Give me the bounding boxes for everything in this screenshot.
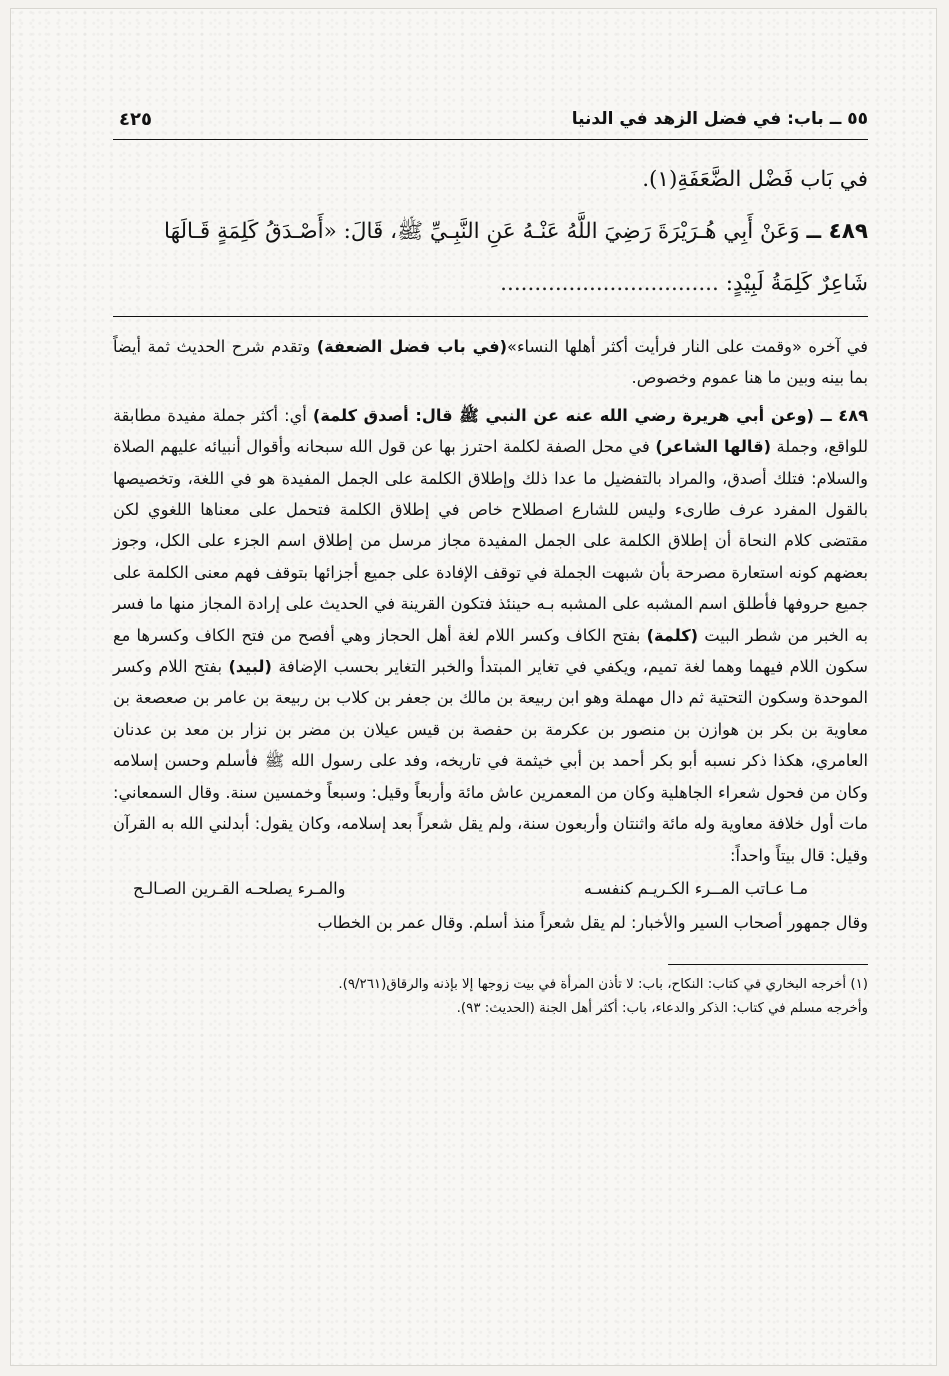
footnote-2: وأخرجه مسلم في كتاب: الذكر والدعاء، باب: أكثر أهل الجنة (الحديث: ٩٣). xyxy=(456,1001,868,1017)
verse-second-hemistich: والمـرء يصلحـه القـرين الصـالـح xyxy=(133,878,346,898)
verse-first-hemistich: مـا عـاتب المــرء الكـريـم كنفسـه xyxy=(583,878,808,898)
section-divider xyxy=(113,316,868,317)
commentary-paragraph-2: ٤٨٩ ــ (وعن أبي هريرة رضي الله عنه عن النبي ﷺ قال: أصدق كلمة) أي: أكثر جملة مفيدة مطابقة للواقع، وجملة (قالها الشاعر) في محل الصفة لكلمة احترز بها عن قول الله سبحانه وأقوال أنبيائه عليهم الصلاة والسلام: فتلك أصدق، والمراد بالتفضيل ما عدا ذلك وإطلاق الكلمة على الجمل المفيدة هو في اللغة، وتخصيصها بالقول المفرد عرف طارىء وليس للشارع اصطلاح خاص في إطلاق الكلمة فتحمل على معناها اللغوي لكن مقتضى كلام النحاة أن إطلاق الكلمة على الجمل المفيدة مجاز مرسل من إطلاق اسم الجزء على الكل، وجوز بعضهم كونه استعارة مصرحة بأن شبهت الجملة في توقف الإفادة على جميع أجزائها بتوقف فهم معنى الكلمة على جميع حروفها فأطلق اسم المشبه على المشبه بـه حينئذ فتكون القرينة في الحديث على إرادة المجاز منها ما فسر به الخبر من شطر البيت (كلمة) بفتح الكاف وكسر اللام لغة أهل الحجاز وهي أفصح من فتح الكاف وكسرها مع سكون اللام فيهما وهما لغة تميم، ويكفي في تغاير المبتدأ والخبر التغاير بحسب الإضافة (لبيد) بفتح اللام وكسر الموحدة وسكون التحتية ثم دال مهملة وهو ابن ربيعة بن مالك بن جعفر بن كلاب بن ربيعة بن عامر بن صعصعة بن معاوية بن بكر بن هوازن بن منصور بن عكرمة بن حفصة بن قيس عيلان بن مضر بن نزار بن معد بن عدنان العامري، هكذا ذكر نسبه أبو بكر أحمد بن أبي خيثمة في تاريخه، وفد على رسول الله ﷺ فأسلم وحسن إسلامه وكان من فحول شعراء الجاهلية وكان من المعمرين عاش مائة وأربعاً وقيل: وسبعاً وخمسين سنة. وقال السمعاني: مات أول خلافة معاوية وله مائة واثنتان وأربعون سنة، ولم يقل شعراً بعد إسلامه، وكان يقول: أبدلني الله به القرآن وقيل: قال بيتاً واحداً: xyxy=(113,405,868,865)
footnotes xyxy=(113,973,868,1021)
commentary-paragraph-3: وقال جمهور أصحاب السير والأخبار: لم يقل شعراً منذ أسلم. وقال عمر بن الخطاب xyxy=(317,912,868,932)
footnote-rule xyxy=(668,964,868,965)
book-page xyxy=(10,8,937,1366)
matn-line-2: ٤٨٩ ــ وَعَنْ أَبِي هُـرَيْرَةَ رَضِيَ اللَّهُ عَنْـهُ عَنِ النَّبِـيِّ ﷺ، قَالَ: «أَصْـدَقُ كَلِمَةٍ قَـالَهَا xyxy=(164,219,868,244)
matn-line-3: شَاعِرٌ كَلِمَةُ لَبِيْدٍ: ................................ xyxy=(500,271,868,296)
hadith-text xyxy=(113,154,868,310)
ellipsis-dots: ................................ xyxy=(500,271,719,296)
hadith-number: ٤٨٩ ــ xyxy=(806,219,868,244)
running-header xyxy=(113,105,868,140)
matn-line-1: في بَاب فَضْل الضَّعَفَةِ(١). xyxy=(642,167,868,192)
commentary-paragraph-1: في آخره «وقمت على النار فرأيت أكثر أهلها النساء»(في باب فضل الضعفة) وتقدم شرح الحديث ثمة أيضاً بما بينه وبين ما هنا عموم وخصوص. xyxy=(113,337,868,388)
page-content xyxy=(113,105,868,1317)
poetry-verse xyxy=(113,871,868,907)
page-number: ٤٢٥ xyxy=(119,109,152,130)
commentary xyxy=(113,331,868,938)
footnote-1: (١) أخرجه البخاري في كتاب: النكاح، باب: لا تأذن المرأة في بيت زوجها إلا بإذنه والرقاق(٩/٢٦١). xyxy=(338,977,868,993)
chapter-title: ٥٥ ــ باب: في فضل الزهد في الدنيا xyxy=(571,109,868,129)
